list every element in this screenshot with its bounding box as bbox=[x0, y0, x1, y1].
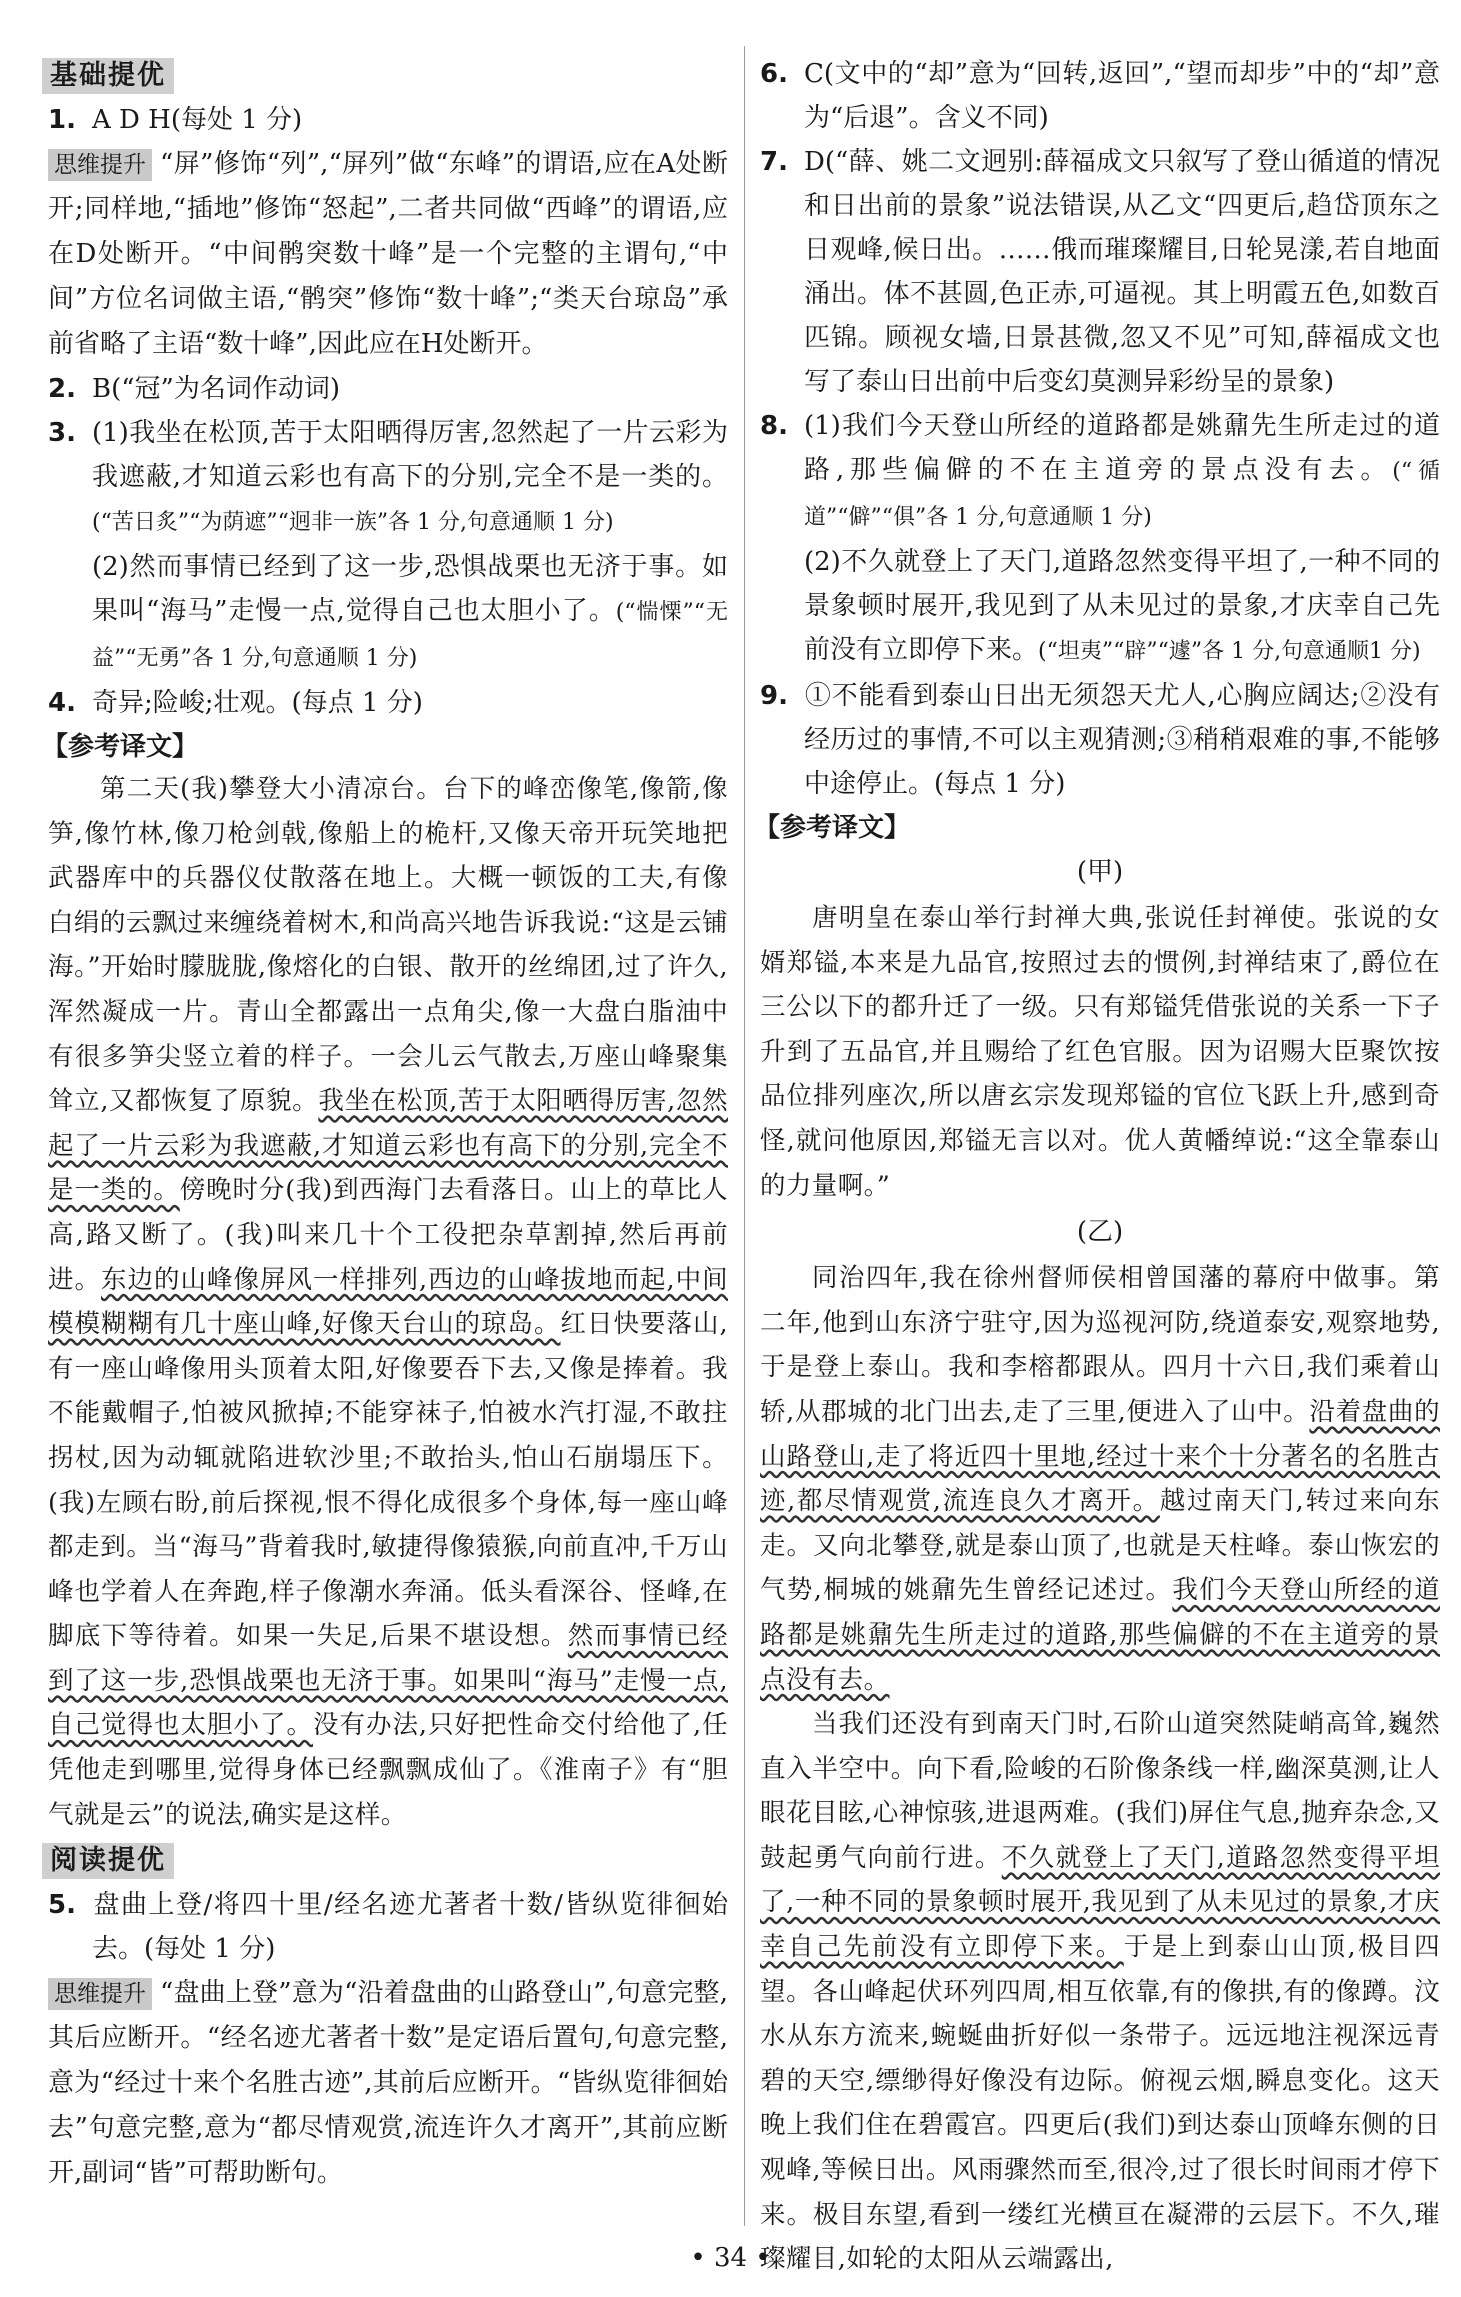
underlined-sentence: 我坐在松顶,苦于太阳晒得厉害,忽然起了一片云彩为我遮蔽,才知道云彩也有高下的分别,完全不是一类的。 bbox=[48, 1086, 729, 1206]
translation-text: 傍晚时分(我)到西海门去看落日。山上的草比人高,路又断了。(我)叫来几十个工役把杂草割掉,然后再前进。 bbox=[48, 1175, 728, 1295]
thinking-tip-tag: 思维提升 bbox=[48, 1978, 152, 2010]
answer-text: C(文中的“却”意为“回转,返回”,“望而却步”中的“却”意为“后退”。含义不同) bbox=[804, 59, 1440, 133]
thinking-tip-5 bbox=[48, 1971, 728, 2196]
thinking-tip-text: “盘曲上登”意为“沿着盘曲的山路登山”,句意完整,其后应断开。“经名迹尤著者十数”是定语后置句,句意完整,意为“经过十来个名胜古迹”,其前后应断开。“皆纵览徘徊始去”句意完整,意为“都尽情观赏,流连许久才离开”,其前应断开,副词“皆”可帮助断句。 bbox=[48, 1978, 728, 2189]
underlined-sentence: 东边的山峰像屏风一样排列,西边的山峰拔地而起,中间模模糊糊有几十座山峰,好像天台山的琼岛。 bbox=[48, 1264, 728, 1340]
answer-9 bbox=[760, 674, 1440, 806]
thinking-tip-text: “屏”修饰“列”,“屏列”做“东峰”的谓语,应在A处断开;同样地,“插地”修饰“怒起”,二者共同做“西峰”的谓语,应在D处断开。“中间鹘突数十峰”是一个完整的主谓句,“中间”方位名词做主语,“鹘突”修饰“数十峰”;“类天台琼岛”承前省略了主语“数十峰”,因此应在H处断开。 bbox=[48, 149, 728, 359]
translation-text: 同治四年,我在徐州督师侯相曾国藩的幕府中做事。第二年,他到山东济宁驻守,因为巡视河防,绕道泰安,观察地势,于是登上泰山。我和李榕都跟从。四月十六日,我们乘着山轿,从郡城的北门出去,走了三里,便进入了山中。 bbox=[760, 1263, 1440, 1427]
translation-yi-paragraph-1 bbox=[760, 1256, 1440, 1702]
answer-number: 7. bbox=[760, 147, 788, 177]
underlined-sentence: 不久就登上了天门,道路忽然变得平坦了,一种不同的景象顿时展开,我见到了从未见过的景象,才庆幸自己先前没有立即停下来。 bbox=[760, 1842, 1440, 1963]
right-column bbox=[754, 52, 1440, 2282]
answer-1 bbox=[48, 98, 728, 142]
answer-number: 8. bbox=[760, 411, 788, 441]
answer-number: 4. bbox=[48, 688, 76, 718]
answer-text: A D H(每处 1 分) bbox=[92, 105, 303, 135]
reference-translation-title: 【参考译文】 bbox=[42, 732, 199, 762]
passage-label-jia: (甲) bbox=[1076, 857, 1124, 887]
scoring-note: (“坦夷”“辟”“遽”各 1 分,句意通顺1 分) bbox=[1038, 639, 1421, 664]
answer-6 bbox=[760, 52, 1440, 140]
thinking-tip-tag: 思维提升 bbox=[48, 149, 152, 181]
underlined-sentence: 然而事情已经到了这一步,恐惧战栗也无济于事。如果叫“海马”走慢一点,自己觉得也太胆小了。 bbox=[48, 1621, 728, 1741]
translation-yi-paragraph-2 bbox=[760, 1702, 1440, 2282]
answer-8 bbox=[760, 404, 1440, 540]
translation-text: 当我们还没有到南天门时,石阶山道突然陡峭高耸,巍然直入半空中。向下看,险峻的石阶像条线一样,幽深莫测,让人眼花目眩,心神惊骇,进退两难。(我们)屏住气息,抛弃杂念,又鼓起勇气向前行进。 bbox=[760, 1709, 1440, 1873]
translation-paragraph bbox=[48, 767, 728, 1837]
answer-number: 6. bbox=[760, 59, 788, 89]
translation-text: 第二天(我)攀登大小清凉台。台下的峰峦像笔,像箭,像笋,像竹林,像刀枪剑戟,像船上的桅杆,又像天帝开玩笑地把武器库中的兵器仪仗散落在地上。大概一顿饭的工夫,有像白绢的云飘过来缠绕着树木,和尚高兴地告诉我说:“这是云铺海。”开始时朦胧胧,像熔化的白银、散开的丝绵团,过了许久,浑然凝成一片。青山全都露出一点角尖,像一大盘白脂油中有很多笋尖竖立着的样子。一会儿云气散去,万座山峰聚集耸立,又都恢复了原貌。 bbox=[48, 774, 728, 1117]
underlined-sentence: 我们今天登山所经的道路都是姚鼐先生所走过的道路,那些偏僻的不在主道旁的景点没有去。 bbox=[760, 1575, 1440, 1695]
scoring-note: (“苦日炙”“为荫遮”“迥非一族”各 1 分,句意通顺 1 分) bbox=[92, 510, 614, 535]
answer-number: 9. bbox=[760, 681, 788, 711]
answer-number: 2. bbox=[48, 374, 76, 404]
section-title-reading: 阅读提优 bbox=[42, 1843, 174, 1879]
scoring-note: (“惴慄”“无益”“无勇”各 1 分,句意通顺 1 分) bbox=[92, 600, 728, 671]
answer-number: 5. bbox=[48, 1890, 76, 1921]
translation-text: 于是上到泰山山顶,极目四望。各山峰起伏环列四周,相互依靠,有的像拱,有的像蹲。汶水从东方流来,蜿蜒曲折好似一条带子。远远地注视深远青碧的天空,缥缈得好像没有边际。俯视云烟,瞬息变化。这天晚上我们住在碧霞宫。四更后(我们)到达泰山顶峰东侧的日观峰,等候日出。风雨骤然而至,很冷,过了很长时间雨才停下来。极目东望,看到一缕红光横亘在凝滞的云层下。不久,璀璨耀目,如轮的太阳从云端露出, bbox=[760, 1932, 1440, 2275]
answer-5 bbox=[48, 1883, 728, 1971]
answer-number: 1. bbox=[48, 105, 76, 135]
answer-3-part-2 bbox=[48, 545, 728, 681]
answer-text: (1)我坐在松顶,苦于太阳晒得厉害,忽然起了一片云彩为我遮蔽,才知道云彩也有高下的分别,完全不是一类的。 bbox=[92, 418, 728, 492]
answer-8-part-2 bbox=[760, 540, 1440, 674]
answer-text: ①不能看到泰山日出无须怨天尤人,心胸应阔达;②没有经历过的事情,不可以主观猜测;③稍稍艰难的事,不能够中途停止。(每点 1 分) bbox=[804, 681, 1440, 799]
answer-7 bbox=[760, 140, 1440, 404]
answer-2 bbox=[48, 367, 728, 411]
answer-text: (1)我们今天登山所经的道路都是姚鼐先生所走过的道路,那些偏僻的不在主道旁的景点没有去。 bbox=[804, 411, 1440, 485]
answer-3 bbox=[48, 411, 728, 545]
passage-label-yi: (乙) bbox=[1076, 1217, 1124, 1248]
page-number: • 34 • bbox=[690, 2243, 771, 2273]
column-divider bbox=[744, 46, 745, 2226]
translation-jia: 唐明皇在泰山举行封禅大典,张说任封禅使。张说的女婿郑镒,本来是九品官,按照过去的惯例,封禅结束了,爵位在三公以下的都升迁了一级。只有郑镒凭借张说的关系一下子升到了五品官,并且赐给了红色官服。因为诏赐大臣聚饮按品位排列座次,所以唐玄宗发现郑镒的官位飞跃上升,感到奇怪,就问他原因,郑镒无言以对。优人黄幡绰说:“这全靠泰山的力量啊。” bbox=[760, 903, 1440, 1201]
reference-translation-title: 【参考译文】 bbox=[754, 813, 911, 843]
thinking-tip-1 bbox=[48, 142, 728, 367]
scoring-note: (“循道”“僻”“俱”各 1 分,句意通顺 1 分) bbox=[804, 459, 1440, 530]
section-title-basic: 基础提优 bbox=[42, 58, 174, 94]
translation-text: 没有办法,只好把性命交付给他了,任凭他走到哪里,觉得身体已经飘飘成仙了。《淮南子》有“胆气就是云”的说法,确实是这样。 bbox=[48, 1710, 728, 1830]
answer-text: D(“薛、姚二文迥别:薛福成文只叙写了登山循道的情况和日出前的景象”说法错误,从乙文“四更后,趋岱顶东之日观峰,候日出。……俄而璀璨耀目,日轮晃漾,若自地面涌出。体不甚圆,色正赤,可逼视。其上明霞五色,如数百匹锦。顾视女墙,日景甚微,忽又不见”可知,薛福成文也写了泰山日出前中后变幻莫测异彩纷呈的景象) bbox=[804, 147, 1440, 397]
left-column bbox=[42, 52, 729, 2196]
answer-text: (2)不久就登上了天门,道路忽然变得平坦了,一种不同的景象顿时展开,我见到了从未见过的景象,才庆幸自己先前没有立即停下来。 bbox=[804, 547, 1440, 665]
answer-text: B(“冠”为名词作动词) bbox=[92, 374, 340, 404]
answer-number: 3. bbox=[48, 418, 76, 448]
answer-text: 盘曲上登/将四十里/经名迹尤著者十数/皆纵览徘徊始去。(每处 1 分) bbox=[92, 1890, 728, 1965]
answer-4 bbox=[48, 681, 728, 725]
underlined-sentence: 沿着盘曲的山路登山,走了将近四十里地,经过十来个十分著名的名胜古迹,都尽情观赏,流连良久才离开。 bbox=[760, 1396, 1440, 1517]
answer-text: (2)然而事情已经到了这一步,恐惧战栗也无济于事。如果叫“海马”走慢一点,觉得自己也太胆小了。 bbox=[92, 552, 728, 626]
translation-text: 越过南天门,转过来向东走。又向北攀登,就是泰山顶了,也就是天柱峰。泰山恢宏的气势,桐城的姚鼐先生曾经记述过。 bbox=[760, 1486, 1440, 1606]
answer-text: 奇异;险峻;壮观。(每点 1 分) bbox=[92, 688, 423, 718]
translation-text: 红日快要落山,有一座山峰像用头顶着太阳,好像要吞下去,又像是捧着。我不能戴帽子,怕被风掀掉;不能穿袜子,怕被水汽打湿,不敢拄拐杖,因为动辄就陷进软沙里;不敢抬头,怕山石崩塌压下。(我)左顾右盼,前后探视,恨不得化成很多个身体,每一座山峰都走到。当“海马”背着我时,敏捷得像猿猴,向前直冲,千万山峰也学着人在奔跑,样子像潮水奔涌。低头看深谷、怪峰,在脚底下等待着。如果一失足,后果不堪设想。 bbox=[48, 1309, 729, 1652]
